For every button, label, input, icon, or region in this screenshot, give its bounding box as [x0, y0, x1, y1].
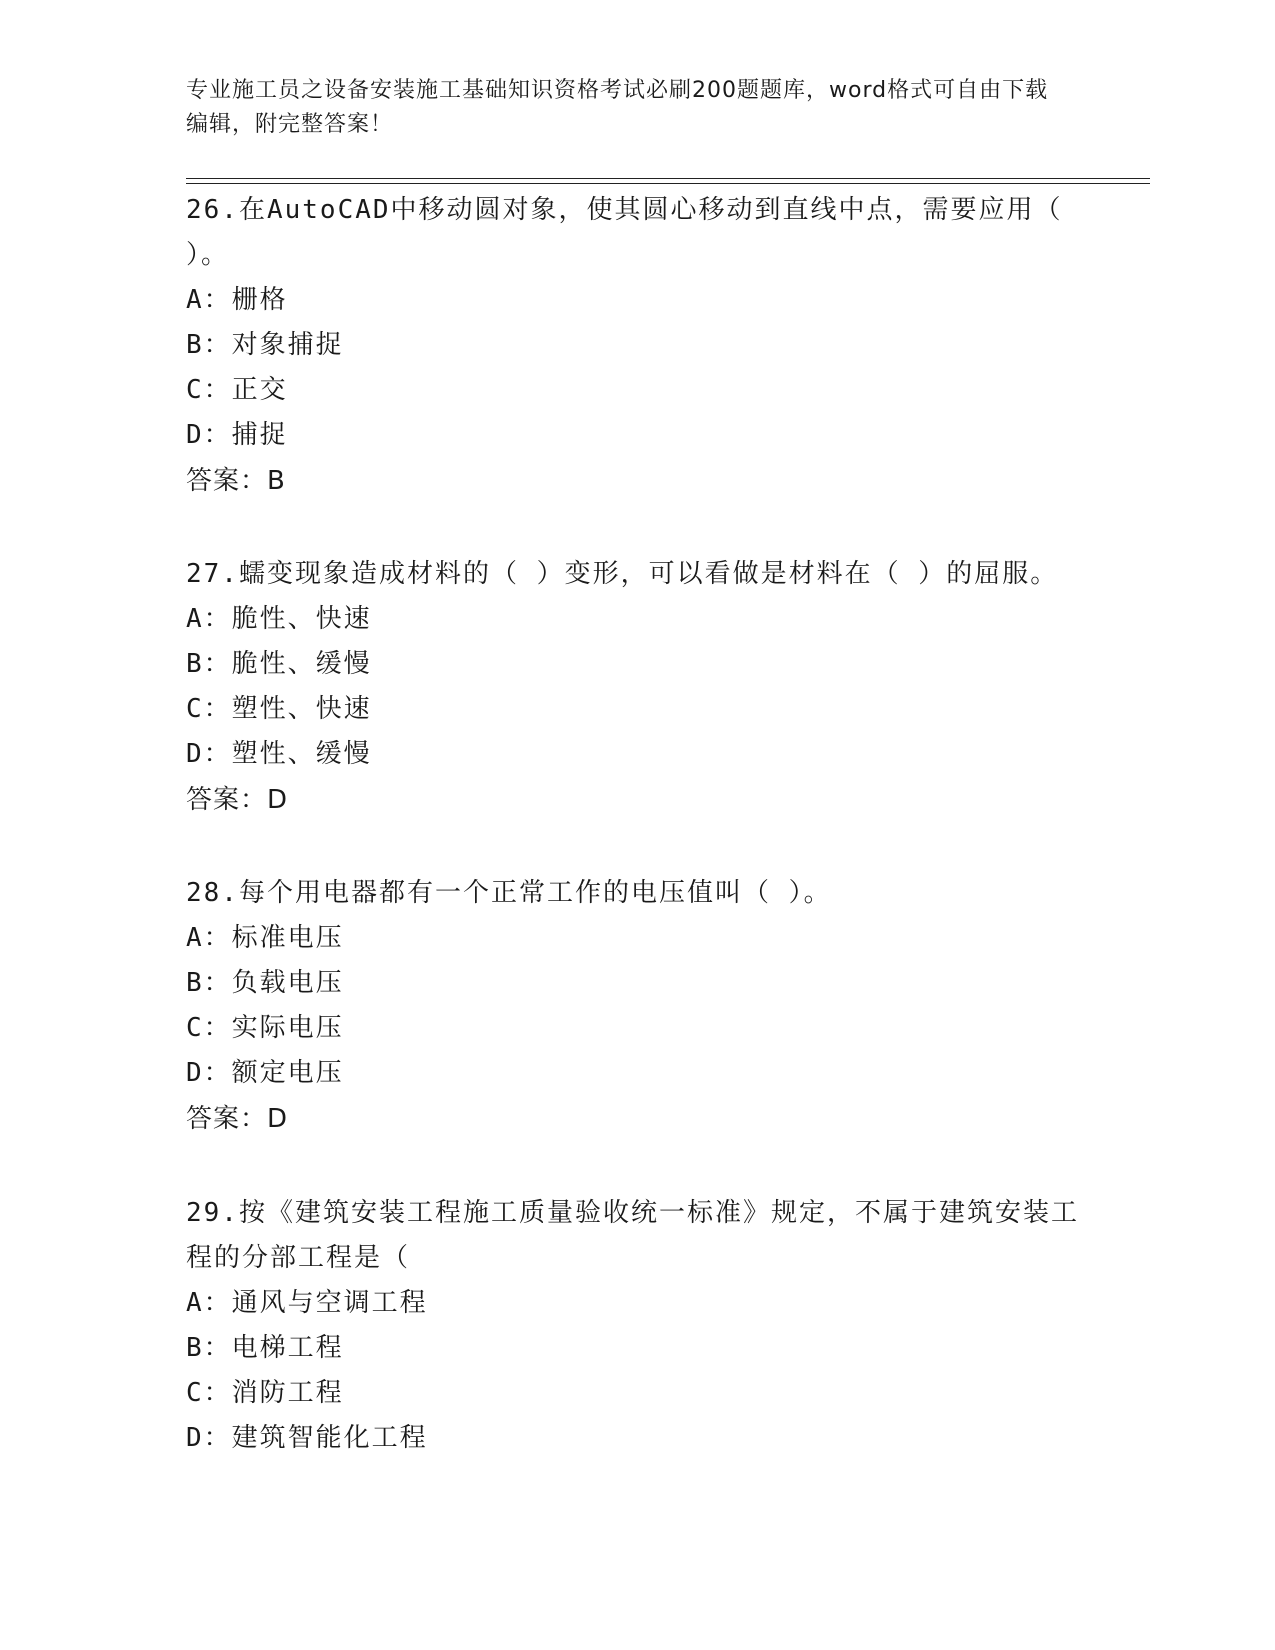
answer-line: 答案：D [186, 785, 289, 815]
option-b: B：电梯工程 [186, 1333, 344, 1363]
header-divider-bottom [186, 183, 1150, 184]
option-c: C：消防工程 [186, 1378, 344, 1408]
option-d: D：建筑智能化工程 [186, 1423, 428, 1453]
document-header: 专业施工员之设备安装施工基础知识资格考试必刷200题题库，word格式可自由下载编辑，附完整答案！ [186, 78, 1049, 137]
header-divider-top [186, 178, 1150, 179]
option-a: A：脆性、快速 [186, 604, 372, 634]
question-26 [186, 188, 1086, 504]
question-stem: 27.蠕变现象造成材料的（ ）变形，可以看做是材料在（ ）的屈服。 [186, 559, 1059, 589]
answer-line: 答案：B [186, 466, 286, 496]
option-a: A：标准电压 [186, 923, 344, 953]
question-27 [186, 552, 1086, 823]
option-d: D：塑性、缓慢 [186, 739, 372, 769]
option-a: A：通风与空调工程 [186, 1288, 428, 1318]
option-b: B：脆性、缓慢 [186, 649, 372, 679]
option-d: D：捕捉 [186, 420, 288, 450]
question-stem: 28.每个用电器都有一个正常工作的电压值叫（ ）。 [186, 878, 832, 908]
option-b: B：对象捕捉 [186, 330, 344, 360]
option-c: C：正交 [186, 375, 288, 405]
option-c: C：实际电压 [186, 1013, 344, 1043]
option-a: A：栅格 [186, 285, 288, 315]
option-c: C：塑性、快速 [186, 694, 372, 724]
question-28 [186, 871, 1086, 1142]
answer-line: 答案：D [186, 1104, 289, 1134]
question-stem: 29.按《建筑安装工程施工质量验收统一标准》规定，不属于建筑安装工程的分部工程是（ [186, 1198, 1079, 1273]
option-b: B：负载电压 [186, 968, 344, 998]
option-d: D：额定电压 [186, 1058, 344, 1088]
question-29 [186, 1191, 1086, 1461]
question-stem: 26.在AutoCAD中移动圆对象，使其圆心移动到直线中点，需要应用（ ）。 [186, 195, 1063, 270]
